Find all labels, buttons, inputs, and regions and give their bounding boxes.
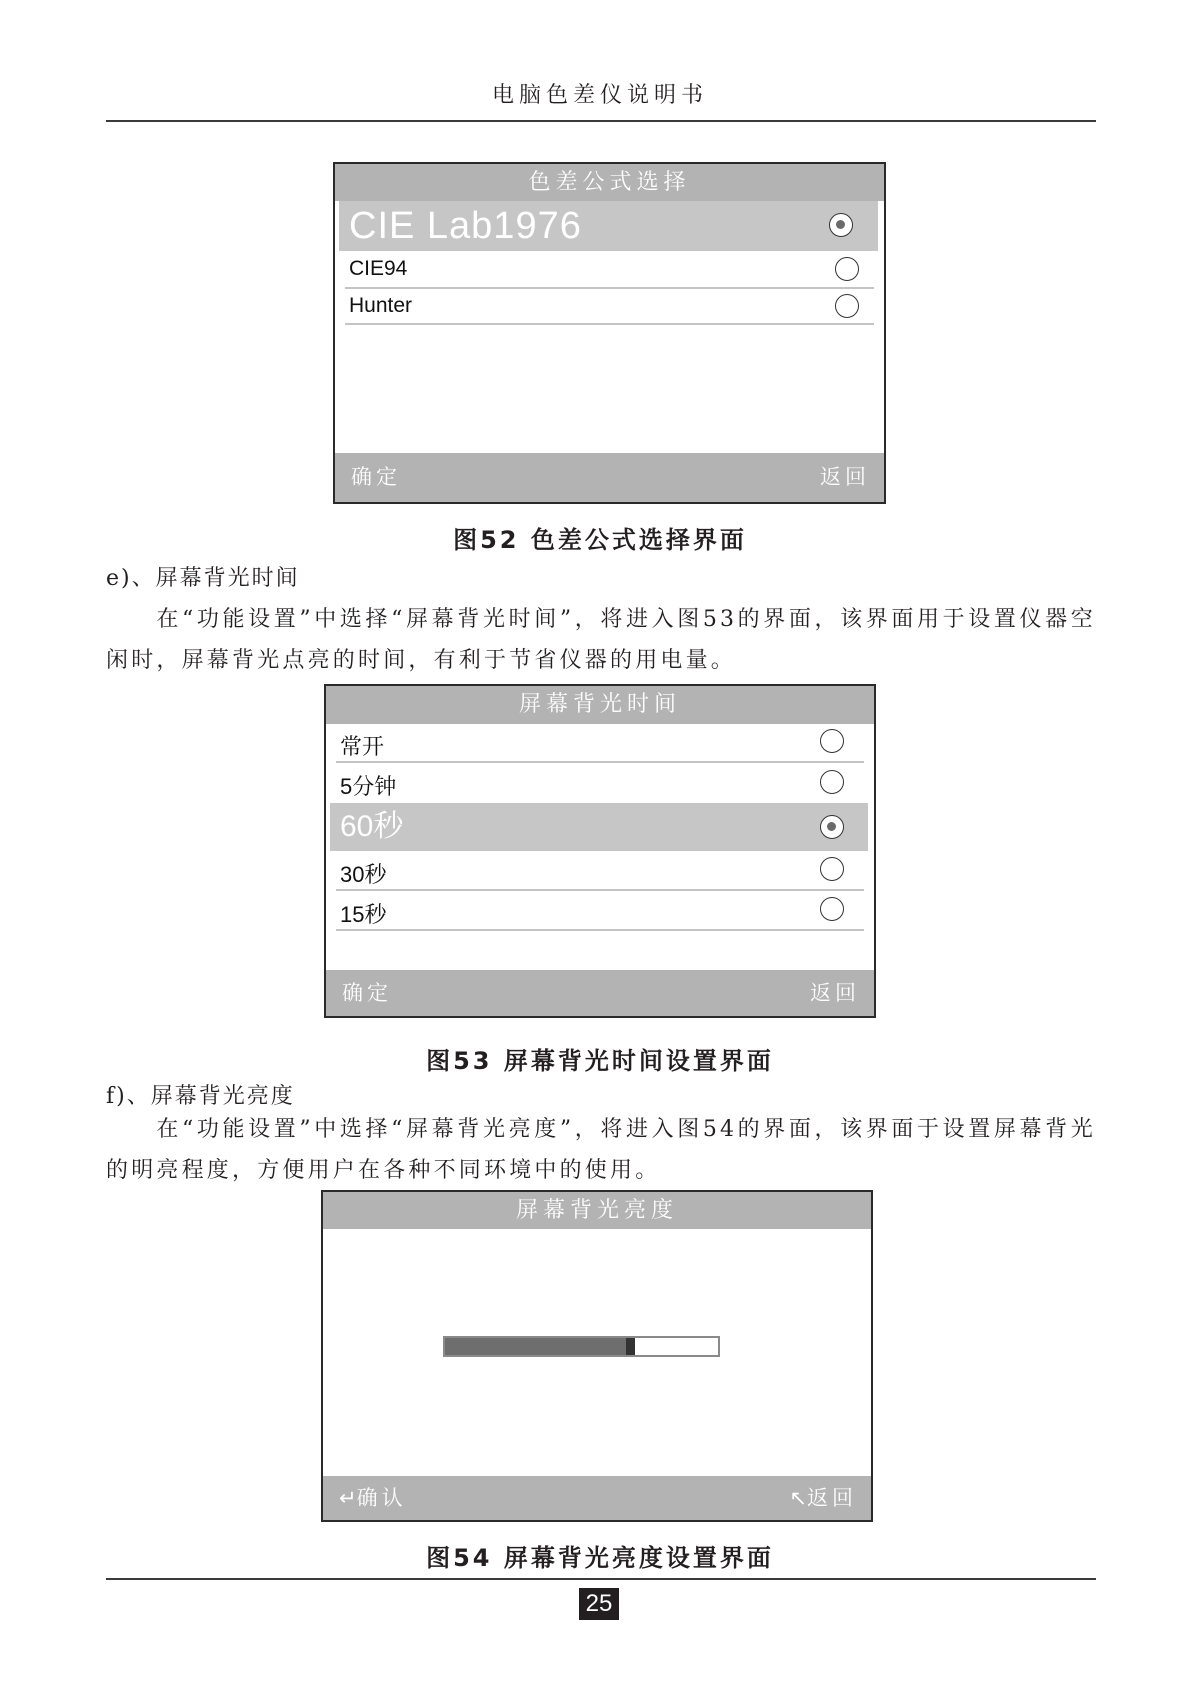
radio-empty-icon[interactable] (820, 897, 844, 921)
section-f-title: f)、屏幕背光亮度 (106, 1084, 295, 1109)
option-cie-lab1976[interactable] (339, 201, 878, 251)
option-label: 常开 (340, 734, 385, 759)
option-5-minutes (336, 763, 864, 803)
radio-empty-icon[interactable] (835, 294, 859, 318)
confirm-button[interactable]: ↵确认 (339, 1486, 407, 1510)
figure-53-caption: 图53 屏幕背光时间设置界面 (426, 1047, 774, 1075)
option-label: CIE Lab1976 (349, 205, 582, 247)
screen-footer (326, 970, 874, 1016)
enter-arrow-icon: ↵ (339, 1486, 357, 1510)
radio-empty-icon[interactable] (835, 257, 859, 281)
footer-rule (106, 1578, 1096, 1580)
figure-52-caption: 图52 色差公式选择界面 (453, 526, 747, 554)
option-label: CIE94 (349, 257, 408, 280)
section-f-paragraph: 在“功能设置”中选择“屏幕背光亮度”，将进入图54的界面，该界面于设置屏幕背光的明亮程度，方便用户在各种不同环境中的使用。 (106, 1117, 1096, 1183)
back-button[interactable]: ↖返回 (789, 1486, 857, 1510)
page-number: 25 (579, 1588, 619, 1620)
radio-empty-icon[interactable] (820, 857, 844, 881)
screen-footer (323, 1476, 871, 1520)
screen-title: 色差公式选择 (335, 164, 884, 201)
brightness-slider[interactable] (443, 1336, 720, 1357)
option-label: 5分钟 (340, 774, 397, 799)
option-60-seconds[interactable] (330, 803, 868, 851)
option-30-seconds[interactable] (336, 851, 864, 891)
screen-title: 屏幕背光时间 (326, 686, 874, 724)
back-button[interactable]: 返回 (820, 465, 870, 489)
screen-footer (335, 453, 884, 502)
page-header-title: 电脑色差仪说明书 (491, 83, 708, 108)
backlight-brightness-screen (321, 1190, 873, 1522)
brightness-slider-handle[interactable] (626, 1338, 635, 1355)
option-label: 60秒 (340, 810, 404, 843)
color-formula-screen (333, 162, 886, 504)
header-rule (106, 120, 1096, 122)
backlight-time-screen (324, 684, 876, 1018)
section-e-paragraph: 在“功能设置”中选择“屏幕背光时间”，将进入图53的界面，该界面用于设置仪器空闲时，屏幕背光点亮的时间，有利于节省仪器的用电量。 (106, 607, 1096, 673)
figure-54-caption: 图54 屏幕背光亮度设置界面 (426, 1544, 774, 1572)
brightness-slider-fill (445, 1338, 626, 1355)
back-arrow-icon: ↖ (789, 1486, 807, 1510)
screen-title: 屏幕背光亮度 (323, 1192, 871, 1229)
section-e-title: e)、屏幕背光时间 (106, 566, 300, 591)
radio-empty-icon[interactable] (820, 729, 844, 753)
option-label: 15秒 (340, 902, 387, 927)
radio-empty-icon[interactable] (820, 770, 844, 794)
radio-selected-icon[interactable] (820, 815, 844, 839)
option-hunter[interactable] (345, 289, 874, 325)
option-15-seconds[interactable] (336, 891, 864, 931)
option-label: Hunter (349, 294, 413, 317)
option-always-on[interactable] (336, 724, 864, 763)
confirm-button[interactable]: 确定 (351, 465, 401, 489)
option-label: 30秒 (340, 862, 387, 887)
confirm-button[interactable]: 确定 (342, 981, 392, 1005)
back-button[interactable]: 返回 (810, 981, 860, 1005)
radio-selected-icon[interactable] (829, 213, 853, 237)
option-cie94[interactable] (345, 251, 874, 289)
